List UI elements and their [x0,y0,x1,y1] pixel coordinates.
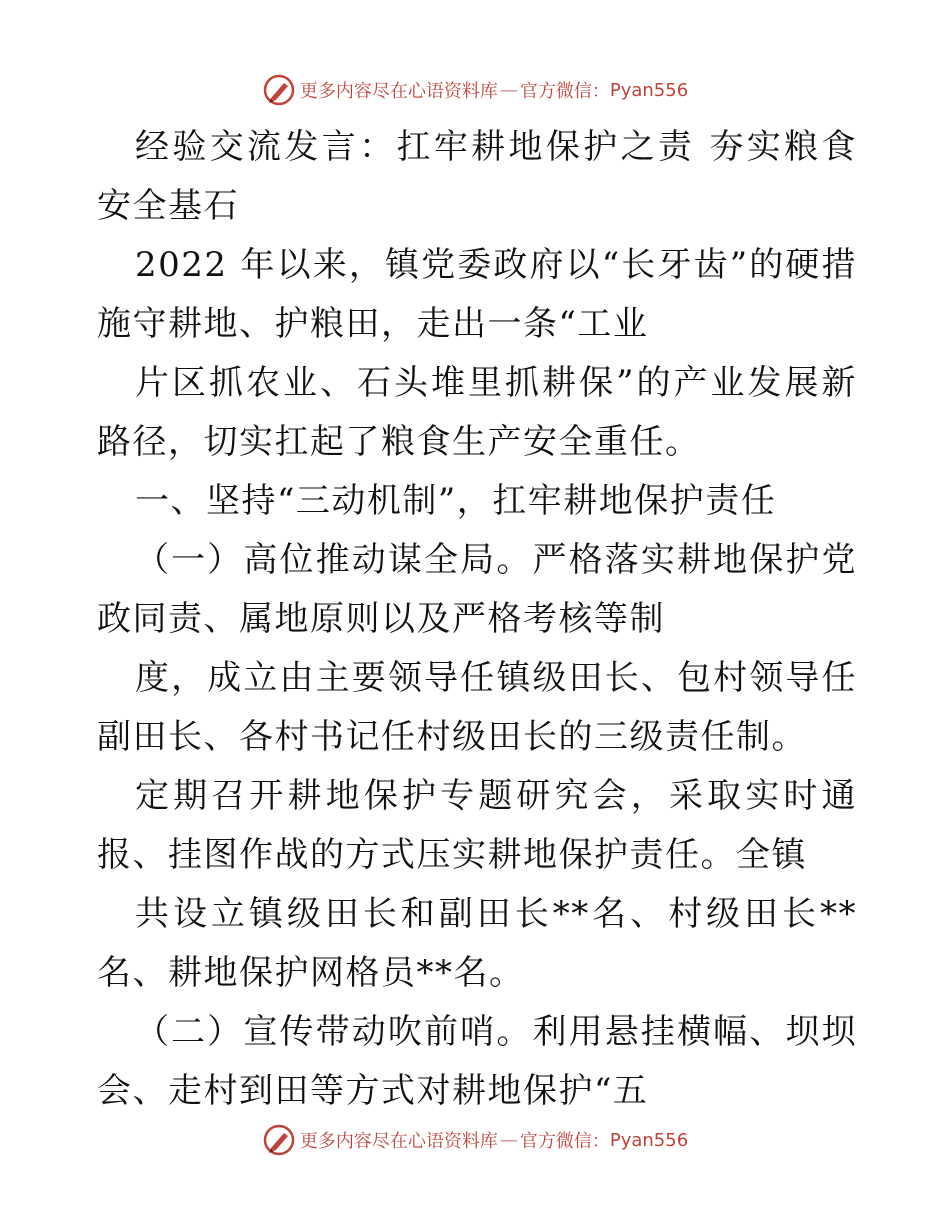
watermark-handle: Pyan556 [609,1129,689,1151]
paragraph: （一）高位推动谋全局。严格落实耕地保护党政同责、属地原则以及严格考核等制 [97,540,857,639]
watermark-label: 官方微信： [519,81,610,102]
paragraph: 共设立镇级田长和副田长**名、村级田长**名、耕地保护网格员**名。 [97,894,857,993]
watermark-handle: Pyan556 [609,79,689,101]
pen-logo-icon [262,73,296,107]
paragraph: 定期召开耕地保护专题研究会，采取实时通报、挂图作战的方式压实耕地保护责任。全镇 [97,776,857,875]
watermark-label: 官方微信： [519,1131,610,1152]
paragraph: 度，成立由主要领导任镇级田长、包村领导任副田长、各村书记任村级田长的三级责任制。 [97,658,857,757]
section-heading: 一、坚持“三动机制”，扛牢耕地保护责任 [135,481,777,521]
watermark-text: 更多内容尽在心语资料库 [299,81,498,102]
header-watermark [0,70,950,110]
paragraph: 2022 年以来，镇党委政府以“长牙齿”的硬措施守耕地、护粮田，走出一条“工业 [97,245,857,344]
document-body [97,118,857,1121]
paragraph: 片区抓农业、石头堆里抓耕保”的产业发展新路径，切实扛起了粮食生产安全重任。 [97,363,857,462]
watermark-text: 更多内容尽在心语资料库 [299,1131,498,1152]
pen-logo-icon [262,1123,296,1157]
paragraph: （二）宣传带动吹前哨。利用悬挂横幅、坝坝会、走村到田等方式对耕地保护“五 [97,1012,857,1111]
watermark-separator: — [499,79,518,101]
document-title: 经验交流发言：扛牢耕地保护之责 夯实粮食安全基石 [97,127,857,226]
footer-watermark [0,1120,950,1160]
watermark-separator: — [499,1129,518,1151]
